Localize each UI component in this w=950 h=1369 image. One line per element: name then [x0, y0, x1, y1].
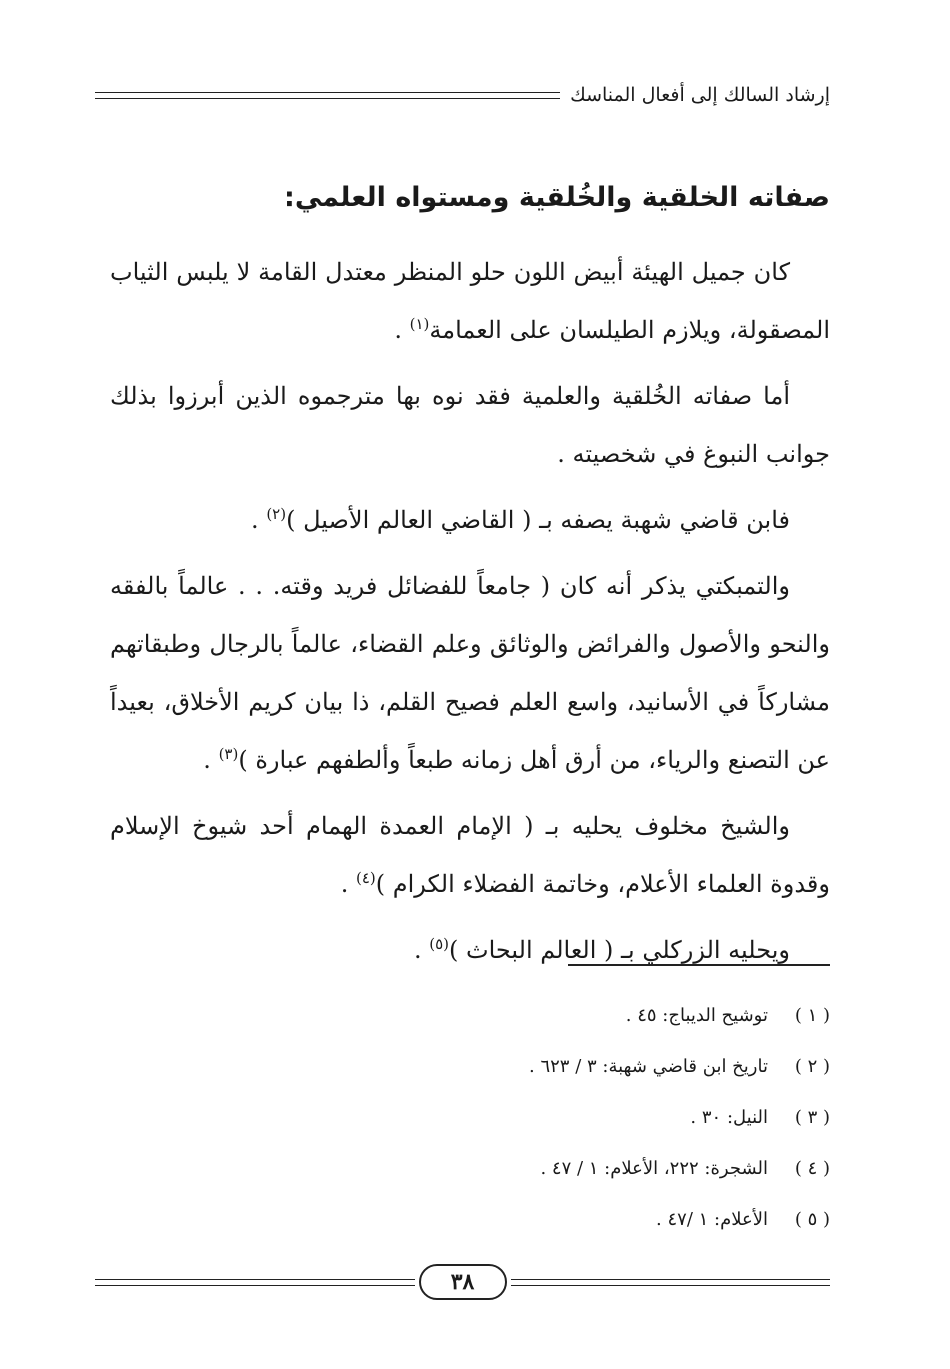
paragraph-text: ويحليه الزركلي بـ ( العالم البحاث ) — [449, 936, 790, 964]
footnote-number: ( ١ ) — [794, 1005, 830, 1026]
footnote-item — [230, 1194, 830, 1245]
paragraph-tail: . — [251, 506, 267, 534]
footnote-separator — [568, 964, 830, 966]
paragraph — [110, 921, 830, 979]
footnote-item — [230, 1143, 830, 1194]
page-number: ٣٨ — [419, 1264, 507, 1300]
footnote-text: تاريخ ابن قاضي شهبة: ٣ / ٦٢٣ . — [529, 1056, 768, 1077]
section-heading: صفاته الخلقية والخُلقية ومستواه العلمي: — [284, 182, 830, 213]
footnote-ref[interactable]: (٢) — [266, 505, 287, 523]
paragraph — [110, 797, 830, 913]
paragraph-text: أما صفاته الخُلقية والعلمية فقد نوه بها مترجموه الذين أبرزوا بذلك جوانب النبوغ في شخصيته . — [110, 382, 830, 468]
running-title: إرشاد السالك إلى أفعال المناسك — [570, 84, 830, 106]
paragraph-tail: . — [340, 870, 356, 898]
paragraph-tail: . — [394, 316, 410, 344]
paragraph — [110, 557, 830, 789]
footnote-ref[interactable]: (١) — [409, 315, 430, 333]
paragraph — [110, 367, 830, 483]
running-header — [95, 80, 830, 110]
paragraph-text: فابن قاضي شهبة يصفه بـ ( القاضي العالم الأصيل ) — [286, 506, 790, 534]
footnote-ref[interactable]: (٤) — [355, 869, 376, 887]
footer-rule-left — [95, 1279, 415, 1286]
footnote-text: الشجرة: ٢٢٢، الأعلام: ١ / ٤٧ . — [540, 1158, 768, 1179]
footer-rule-right — [511, 1279, 831, 1286]
footnote-number: ( ٢ ) — [794, 1056, 830, 1077]
paragraph — [110, 491, 830, 549]
paragraph-text: والشيخ مخلوف يحليه بـ ( الإمام العمدة الهمام أحد شيوخ الإسلام وقدوة العلماء الأعلام، وخاتمة الفضلاء الكرام ) — [110, 812, 830, 898]
footnote-item — [230, 990, 830, 1041]
page-footer — [95, 1262, 830, 1302]
main-text — [110, 175, 830, 987]
paragraph-text: والتمبكتي يذكر أنه كان ( جامعاً للفضائل فريد وقته. . . عالماً بالفقه والنحو والأصول والفرائض والوثائق وعلم القضاء، عالماً بالرجال وطبقاتهم مشاركاً في الأسانيد، واسع العلم فصيح القلم، ذا بيان كريم الأخلاق، بعيداً عن التصنع والرياء، من أرق أهل زمانه طبعاً وألطفهم عبارة ) — [110, 572, 830, 774]
footnote-item — [230, 1041, 830, 1092]
footnote-text: النيل: ٣٠ . — [690, 1107, 768, 1128]
header-rule — [95, 92, 560, 99]
footnote-text: الأعلام: ١ /٤٧ . — [656, 1209, 768, 1230]
footnote-ref[interactable]: (٥) — [429, 935, 449, 953]
footnote-ref[interactable]: (٣) — [218, 745, 239, 763]
footnote-number: ( ٣ ) — [794, 1107, 830, 1128]
footnotes-list — [230, 990, 830, 1245]
paragraph-tail: . — [203, 746, 219, 774]
paragraph — [110, 243, 830, 359]
footnote-number: ( ٤ ) — [794, 1158, 830, 1179]
footnote-number: ( ٥ ) — [794, 1209, 830, 1230]
footnote-text: توشيح الديباج: ٤٥ . — [625, 1005, 768, 1026]
footnote-item — [230, 1092, 830, 1143]
paragraph-text: كان جميل الهيئة أبيض اللون حلو المنظر معتدل القامة لا يلبس الثياب المصقولة، ويلازم الطيلسان على العمامة — [110, 258, 830, 344]
paragraph-tail: . — [413, 936, 430, 964]
